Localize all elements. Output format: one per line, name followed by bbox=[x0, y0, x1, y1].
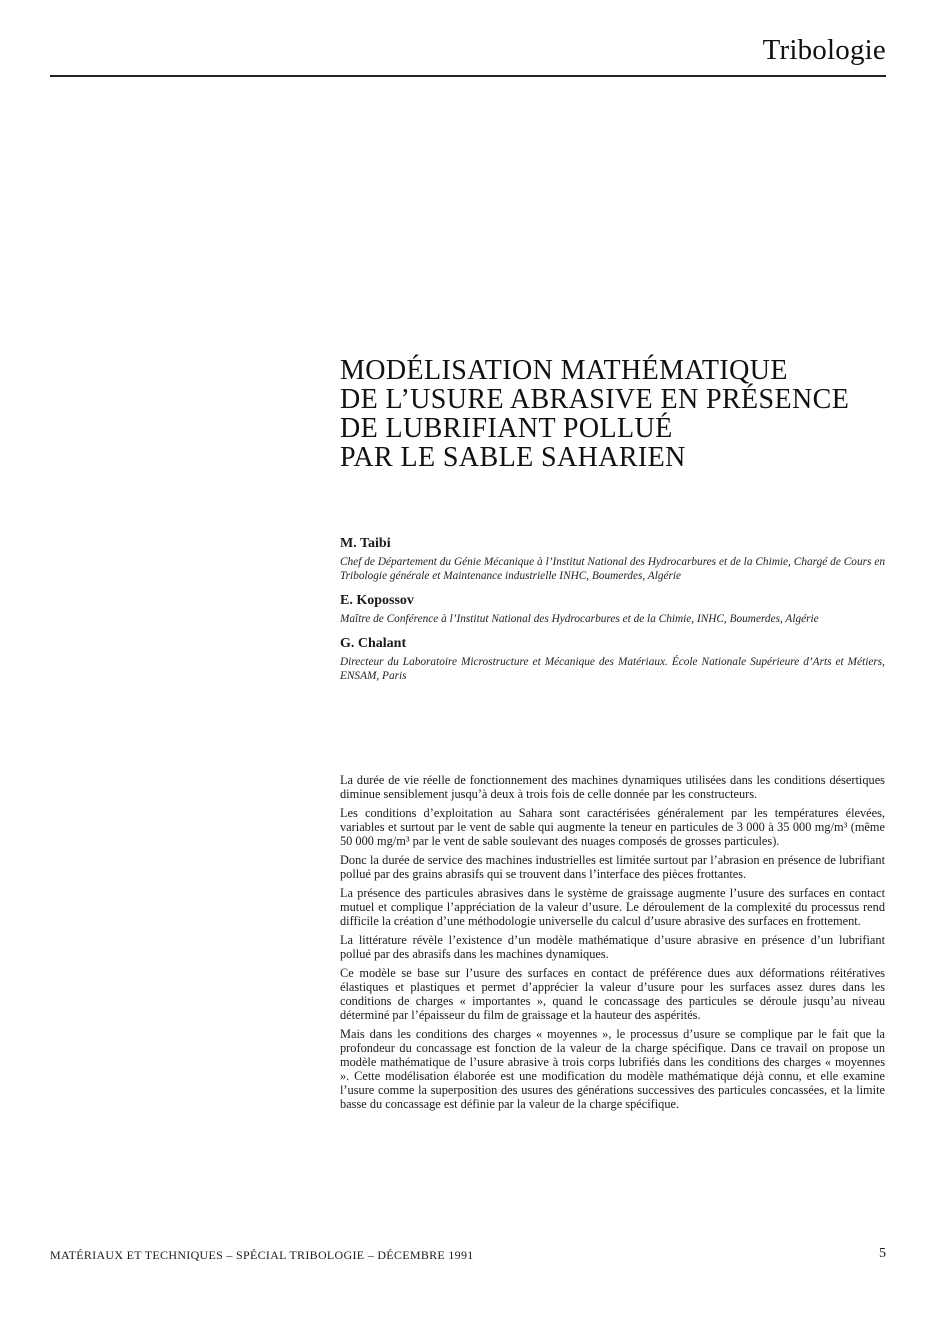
author-affiliation: Maître de Conférence à l’Institut National des Hydrocarbures et de la Chimie, INHC, Boumerdes, Algérie bbox=[340, 613, 819, 625]
header-divider bbox=[50, 75, 886, 77]
page-number: 5 bbox=[879, 1246, 886, 1261]
author-name: M. Taibi bbox=[340, 536, 391, 551]
article-title bbox=[340, 356, 900, 472]
body-paragraph: La durée de vie réelle de fonctionnement des machines dynamiques utilisées dans les conditions désertiques diminue sensiblement jusqu’à deux à trois fois de celle donnée par les constructeurs. bbox=[340, 773, 885, 801]
abstract-body bbox=[340, 773, 885, 1116]
title-line: DE L’USURE ABRASIVE EN PRÉSENCE bbox=[340, 384, 850, 415]
body-paragraph: Donc la durée de service des machines industrielles est limitée surtout par l’abrasion en présence de lubrifiant pollué par des grains abrasifs qui se trouvent dans l’interface des pièces frottantes. bbox=[340, 853, 885, 881]
title-line: DE LUBRIFIANT POLLUÉ bbox=[340, 413, 673, 444]
author-list bbox=[340, 536, 885, 693]
author-affiliation: Directeur du Laboratoire Microstructure et Mécanique des Matériaux. École Nationale Supérieure d’Arts et Métiers, ENSAM, Paris bbox=[340, 656, 885, 682]
body-paragraph: Mais dans les conditions des charges « moyennes », le processus d’usure se complique par le fait que la profondeur du concassage est fonction de la valeur de la charge spécifique. Dans ce travail on propose un modèle mathématique de l’usure abrasive à trois corps lubrifiés dans les conditions des charges « moyennes ». Cette modélisation élaborée est une modification du modèle mathématique déjà connu, et elle examine l’usure comme la superposition des usures des générations successives des particules concassées, et la limite basse du concassage est définie par la valeur de la charge spécifique. bbox=[340, 1027, 885, 1111]
title-line: PAR LE SABLE SAHARIEN bbox=[340, 442, 686, 473]
body-paragraph: La présence des particules abrasives dans le système de graissage augmente l’usure des surfaces en contact mutuel et complique l’appréciation de la valeur d’usure. Le déroulement de la complexité du processus rend difficile la création d’une méthodologie universelle du calcul d’usure abrasive des surfaces en frottement. bbox=[340, 886, 885, 928]
body-paragraph: La littérature révèle l’existence d’un modèle mathématique d’usure abrasive en présence d’un lubrifiant pollué par des abrasifs dans les machines dynamiques. bbox=[340, 933, 885, 961]
journal-footer: MATÉRIAUX ET TECHNIQUES – SPÉCIAL TRIBOLOGIE – DÉCEMBRE 1991 bbox=[50, 1248, 474, 1262]
author-affiliation: Chef de Département du Génie Mécanique à l’Institut National des Hydrocarbures et de la Chimie, Chargé de Cours en Tribologie générale et Maintenance industrielle INHC, Boumerdes, Algérie bbox=[340, 556, 885, 582]
author-block bbox=[340, 593, 885, 626]
author-block bbox=[340, 536, 885, 583]
author-name: E. Kopossov bbox=[340, 593, 414, 608]
author-name: G. Chalant bbox=[340, 636, 407, 651]
running-head: Tribologie bbox=[762, 34, 886, 66]
body-paragraph: Ce modèle se base sur l’usure des surfaces en contact de préférence dues aux déformations réitératives élastiques et plastiques et permet d’apprécier la valeur d’usure pour les surfaces assez dures dans les conditions de charges « importantes », quand le concassage des particules se déroule jusqu’au niveau déterminé par l’épaisseur du film de graissage et la hauteur des aspérités. bbox=[340, 966, 885, 1022]
title-line: MODÉLISATION MATHÉMATIQUE bbox=[340, 355, 788, 386]
author-block bbox=[340, 636, 885, 683]
body-paragraph: Les conditions d’exploitation au Sahara sont caractérisées généralement par les températures élevées, variables et surtout par le vent de sable qui augmente la teneur en particules de 3 000 à 35 000 mg/m³ (même 50 000 mg/m³ par le vent de sable soulevant des nuages composés de grosses particules). bbox=[340, 806, 885, 848]
